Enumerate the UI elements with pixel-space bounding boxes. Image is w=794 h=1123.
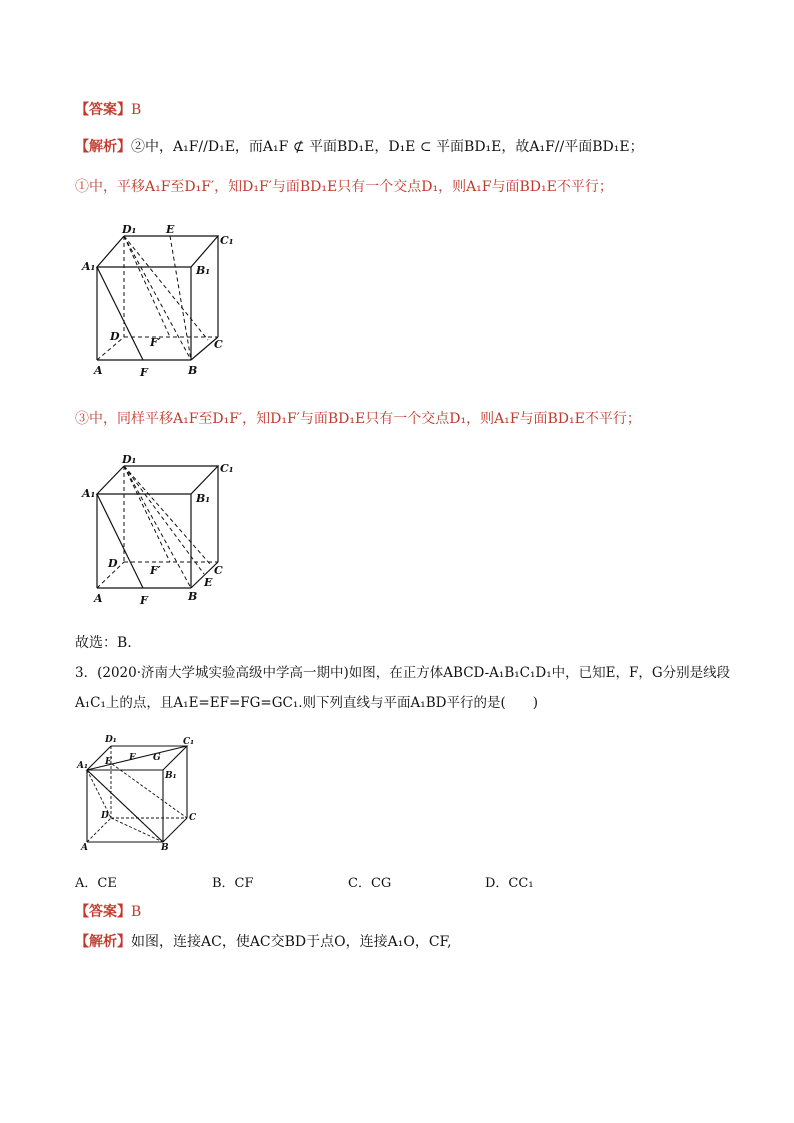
label-E: E — [105, 757, 112, 767]
label-D1: D₁ — [105, 735, 117, 745]
answer-value: B — [131, 904, 142, 920]
analysis-line-1 — [75, 137, 644, 157]
label-B: B — [188, 590, 198, 603]
option-b: B．CF — [212, 876, 254, 891]
label-A: A — [94, 592, 103, 605]
analysis-text: 如图，连接AC，使AC交BD于点O，连接A₁O，CF, — [131, 934, 452, 950]
cube-figure-1 — [80, 222, 250, 382]
label-A1: A₁ — [82, 487, 96, 500]
case-1-text: ①中，平移A₁F至D₁F′，知D₁F′与面BD₁E只有一个交点D₁，则A₁F与面BD₁E不平行； — [75, 179, 613, 195]
label-B: B — [188, 364, 198, 377]
case-3-text: ③中，同样平移A₁F至D₁F′，知D₁F′与面BD₁E只有一个交点D₁，则A₁F与面BD₁E不平行； — [75, 411, 641, 427]
answer-tag: 【答案】 — [75, 102, 131, 118]
analysis-tag: 【解析】 — [75, 934, 131, 950]
label-D: D — [101, 811, 109, 821]
conclusion-text: 故选：B. — [75, 635, 132, 651]
question-3-line-2: A₁C₁上的点，且A₁E=EF=FG=GC₁.则下列直线与平面A₁BD平行的是( ) — [75, 695, 538, 711]
label-D: D — [110, 330, 120, 343]
label-B: B — [161, 843, 169, 852]
answer-line-1 — [75, 100, 141, 120]
label-C1: C₁ — [220, 234, 234, 247]
label-C: C — [214, 338, 223, 351]
option-d: D．CC₁ — [485, 876, 534, 891]
question-3-line-1: 3．(2020·济南大学城实验高级中学高一期中)如图，在正方体ABCD-A₁B₁C₁D₁中，已知E，F，G分别是线段 — [75, 665, 731, 681]
label-F: F — [140, 366, 148, 379]
cube-figure-2 — [80, 452, 250, 612]
label-A1: A₁ — [82, 260, 96, 273]
option-c: C．CG — [348, 876, 392, 891]
label-Fprime: F′ — [150, 336, 161, 349]
answer-value: B — [131, 102, 142, 118]
answer-line-2 — [75, 902, 141, 922]
answer-tag: 【答案】 — [75, 904, 131, 920]
label-A: A — [94, 364, 103, 377]
label-A1: A₁ — [77, 761, 88, 771]
analysis-line-2 — [75, 932, 452, 952]
label-C1: C₁ — [220, 462, 234, 475]
label-D1: D₁ — [122, 223, 137, 236]
label-B1: B₁ — [196, 492, 211, 505]
label-D: D — [108, 557, 118, 570]
analysis-tag: 【解析】 — [75, 139, 131, 155]
label-F: F — [129, 753, 136, 763]
label-D1: D₁ — [122, 453, 137, 466]
label-A: A — [81, 843, 88, 852]
label-B1: B₁ — [165, 771, 177, 781]
label-B1: B₁ — [196, 264, 211, 277]
label-Fprime: F′ — [150, 564, 161, 577]
analysis-text: ②中，A₁F//D₁E，而A₁F ⊄ 平面BD₁E，D₁E ⊂ 平面BD₁E，故A₁F//平面BD₁E； — [131, 139, 644, 155]
cube-figure-3 — [75, 732, 205, 852]
label-G: G — [153, 753, 161, 763]
label-C1: C₁ — [183, 737, 195, 747]
option-a: A．CE — [75, 876, 117, 891]
label-C: C — [189, 813, 197, 823]
label-E: E — [204, 576, 213, 589]
label-F: F — [140, 594, 148, 607]
label-C: C — [214, 564, 223, 577]
label-E: E — [166, 223, 175, 236]
